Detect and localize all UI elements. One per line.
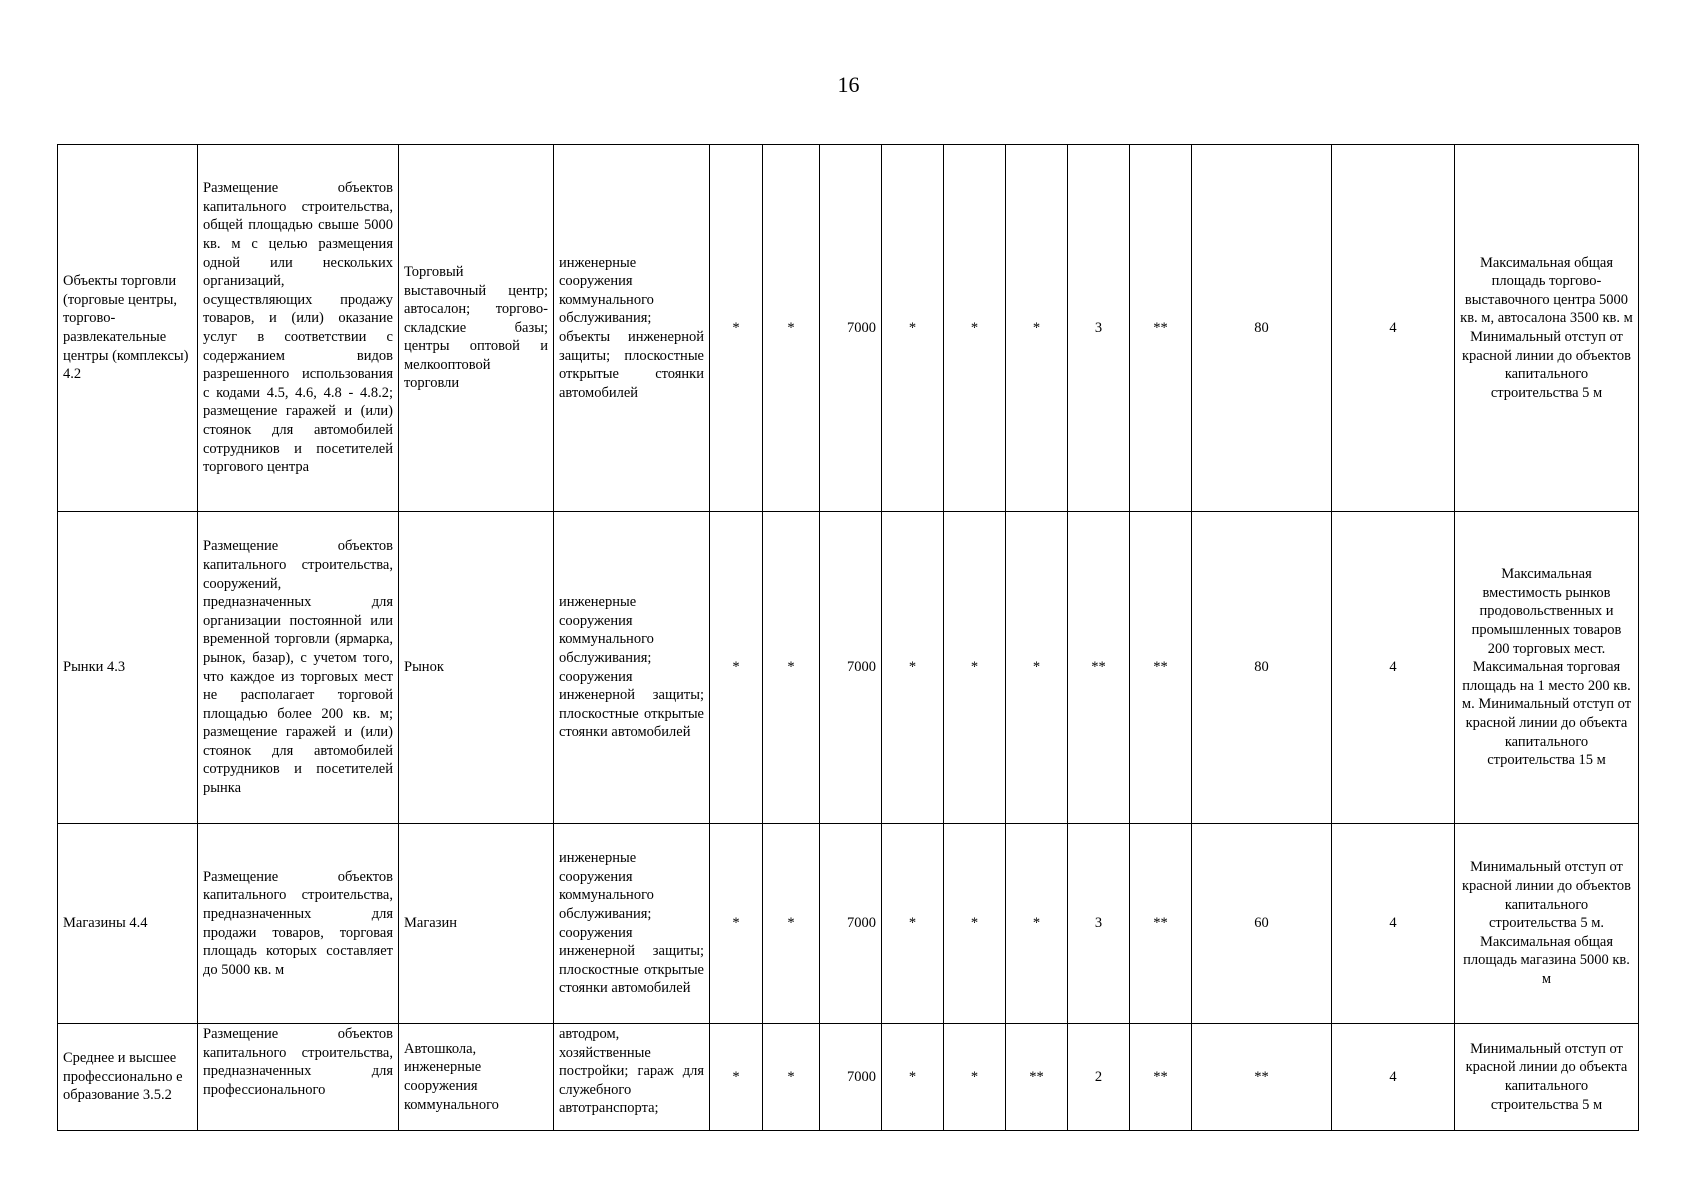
- use-type-cell: Рынки 4.3: [58, 512, 198, 824]
- auxiliary-use-cell: автодром, хозяйственные постройки; гараж для служебного автотранспорта;: [554, 1024, 710, 1131]
- note-cell: Минимальный отступ от красной линии до объектов капитального строительства 5 м. Максимальная общая площадь магазина 5000 кв. м: [1455, 824, 1639, 1024]
- param-cell: *: [763, 1024, 820, 1131]
- param-cell: *: [882, 824, 944, 1024]
- param-cell: **: [1068, 512, 1130, 824]
- note-cell: Максимальная вместимость рынков продовольственных и промышленных товаров 200 торговых мест. Максимальная торговая площадь на 1 место 200 кв. м. Минимальный отступ от красной линии до объекта капитального строительства 15 м: [1455, 512, 1639, 824]
- description-cell: Размещение объектов капитального строительства, предназначенных для профессионального: [198, 1024, 399, 1131]
- param-cell: *: [763, 824, 820, 1024]
- table-row: [58, 512, 1639, 824]
- param-cell: **: [1192, 1024, 1332, 1131]
- param-cell: 60: [1192, 824, 1332, 1024]
- param-cell: **: [1130, 824, 1192, 1024]
- param-cell: *: [1006, 824, 1068, 1024]
- param-cell: *: [944, 1024, 1006, 1131]
- auxiliary-use-cell: инженерные сооружения коммунального обслуживания; сооружения инженерной защиты; плоскостные открытые стоянки автомобилей: [554, 512, 710, 824]
- param-cell: *: [1006, 145, 1068, 512]
- param-cell: 80: [1192, 512, 1332, 824]
- param-cell: **: [1006, 1024, 1068, 1131]
- note-cell: Минимальный отступ от красной линии до объекта капитального строительства 5 м: [1455, 1024, 1639, 1131]
- param-cell: *: [763, 512, 820, 824]
- objects-cell: Автошкола, инженерные сооружения коммунального: [399, 1024, 554, 1131]
- param-cell: *: [944, 512, 1006, 824]
- objects-cell: Магазин: [399, 824, 554, 1024]
- table-row: [58, 1024, 1639, 1131]
- objects-cell: Торговый выставочный центр; автосалон; торгово-складские базы; центры оптовой и мелкооптовой торговли: [399, 145, 554, 512]
- auxiliary-use-cell: инженерные сооружения коммунального обслуживания; объекты инженерной защиты; плоскостные открытые стоянки автомобилей: [554, 145, 710, 512]
- note-cell: Максимальная общая площадь торгово-выставочного центра 5000 кв. м, автосалона 3500 кв. м Минимальный отступ от красной линии до объектов капитального строительства 5 м: [1455, 145, 1639, 512]
- param-cell: 2: [1068, 1024, 1130, 1131]
- param-cell: 4: [1332, 824, 1455, 1024]
- param-cell: **: [1130, 1024, 1192, 1131]
- param-cell: 7000: [820, 824, 882, 1024]
- param-cell: 7000: [820, 512, 882, 824]
- param-cell: *: [882, 145, 944, 512]
- description-cell: Размещение объектов капитального строительства, сооружений, предназначенных для организации постоянной или временной торговли (ярмарка, рынок, базар), с учетом того, что каждое из торговых мест не располагает торговой площадью более 200 кв. м; размещение гаражей и (или) стоянок для автомобилей сотрудников и посетителей рынка: [198, 512, 399, 824]
- description-cell: Размещение объектов капитального строительства, предназначенных для продажи товаров, торговая площадь которых составляет до 5000 кв. м: [198, 824, 399, 1024]
- land-use-regulations-table: [57, 144, 1639, 1131]
- page-number: 16: [837, 72, 860, 97]
- param-cell: *: [710, 1024, 763, 1131]
- table-row: [58, 824, 1639, 1024]
- auxiliary-use-cell: инженерные сооружения коммунального обслуживания; сооружения инженерной защиты; плоскостные открытые стоянки автомобилей: [554, 824, 710, 1024]
- description-cell: Размещение объектов капитального строительства, общей площадью свыше 5000 кв. м с целью размещения одной или нескольких организаций, осуществляющих продажу товаров, и (или) оказание услуг в соответствии с содержанием видов разрешенного использования с кодами 4.5, 4.6, 4.8 - 4.8.2; размещение гаражей и (или) стоянок для автомобилей сотрудников и посетителей торгового центра: [198, 145, 399, 512]
- param-cell: *: [710, 824, 763, 1024]
- param-cell: **: [1130, 145, 1192, 512]
- param-cell: *: [882, 512, 944, 824]
- use-type-cell: Магазины 4.4: [58, 824, 198, 1024]
- param-cell: *: [710, 145, 763, 512]
- use-type-cell: Объекты торговли (торговые центры, торгово-развлекательные центры (комплексы) 4.2: [58, 145, 198, 512]
- param-cell: *: [882, 1024, 944, 1131]
- param-cell: 4: [1332, 512, 1455, 824]
- param-cell: *: [944, 824, 1006, 1024]
- param-cell: 7000: [820, 1024, 882, 1131]
- objects-cell: Рынок: [399, 512, 554, 824]
- param-cell: 4: [1332, 1024, 1455, 1131]
- param-cell: 7000: [820, 145, 882, 512]
- table-row: [58, 145, 1639, 512]
- param-cell: *: [1006, 512, 1068, 824]
- param-cell: 4: [1332, 145, 1455, 512]
- param-cell: *: [763, 145, 820, 512]
- param-cell: *: [710, 512, 763, 824]
- param-cell: 3: [1068, 145, 1130, 512]
- param-cell: **: [1130, 512, 1192, 824]
- use-type-cell: Среднее и высшее профессионально е образование 3.5.2: [58, 1024, 198, 1131]
- param-cell: *: [944, 145, 1006, 512]
- param-cell: 3: [1068, 824, 1130, 1024]
- param-cell: 80: [1192, 145, 1332, 512]
